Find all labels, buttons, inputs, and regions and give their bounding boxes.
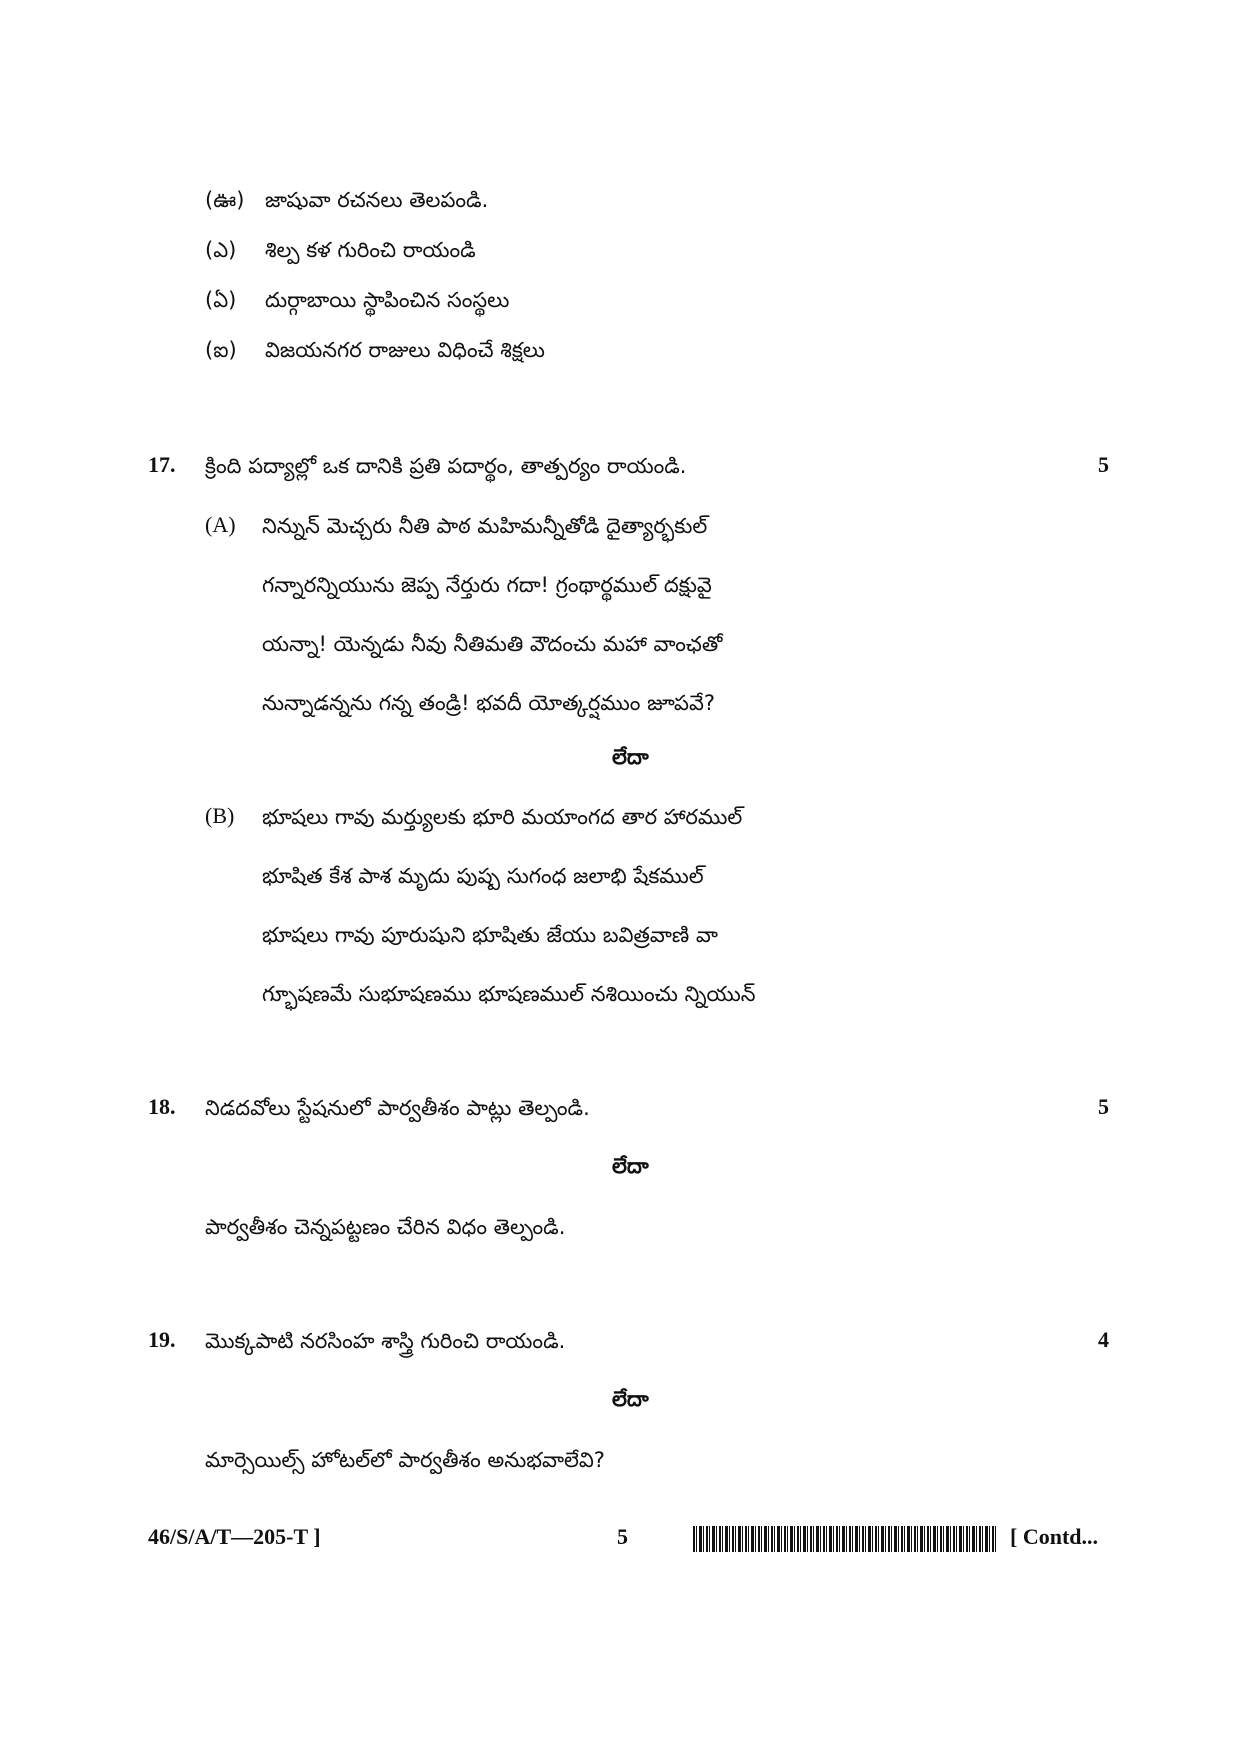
poem-line: భూషిత కేశ పాశ మృదు పుష్ప సుగంధ జలాభి షేకముల్ <box>262 864 704 888</box>
sub-item-label: (ఏ) <box>205 288 237 312</box>
alternate-question-text: మార్సెయిల్స్ హోటల్‌లో పార్వతీశం అనుభవాలేవి? <box>205 1448 605 1472</box>
sub-item-label: (ఎ) <box>205 238 237 262</box>
question-text: నిడదవోలు స్టేషనులో పార్వతీశం పాట్లు తెల్పండి. <box>205 1096 590 1120</box>
paper-code: 46/S/A/T—205-T ] <box>148 1524 321 1549</box>
or-label: లేదా <box>612 745 649 769</box>
poem-line: భూషలు గావు మర్త్యులకు భూరి మయాంగద తార హారముల్ <box>262 805 743 829</box>
question-number: 18. <box>148 1094 176 1119</box>
barcode-image <box>693 1526 998 1552</box>
poem-line: గన్నారన్నియును జెప్ప నేర్తురు గదా! గ్రంథార్థముల్ దక్షువై <box>262 573 712 597</box>
option-label-b: (B) <box>205 803 235 828</box>
poem-line: గ్భూషణమే సుభూషణము భూషణముల్ నశియించు న్నియున్ <box>262 982 756 1006</box>
sub-item-label: (ఐ) <box>205 338 237 362</box>
question-text: క్రింది పద్యాల్లో ఒక దానికి ప్రతి పదార్థం, తాత్పర్యం రాయండి. <box>205 454 687 478</box>
or-label: లేదా <box>612 1154 649 1178</box>
sub-item-text: దుర్గాబాయి స్థాపించిన సంస్థలు <box>265 288 510 312</box>
poem-line: యన్నా! యెన్నడు నీవు నీతిమతి వౌదంచు మహా వాంఛతో <box>262 632 723 656</box>
question-number: 19. <box>148 1327 176 1352</box>
question-marks: 5 <box>1098 1094 1109 1119</box>
poem-line: నున్నాడన్నను గన్న తండ్రి! భవదీ యోత్కర్షముం జూపవే? <box>262 691 716 715</box>
continued-label: [ Contd... <box>1010 1524 1099 1549</box>
question-text: మొక్కపాటి నరసింహ శాస్త్రి గురించి రాయండి. <box>205 1329 566 1353</box>
alternate-question-text: పార్వతీశం చెన్నపట్టణం చేరిన విధం తెల్పండి. <box>205 1215 566 1239</box>
sub-item-text: విజయనగర రాజులు విధించే శిక్షలు <box>265 338 545 362</box>
or-label: లేదా <box>612 1387 649 1411</box>
question-number: 17. <box>148 452 176 477</box>
poem-line: భూషలు గావు పూరుషుని భూషితు జేయు బవిత్రవాణి వా <box>262 923 718 947</box>
sub-item-text: జాషువా రచనలు తెలపండి. <box>265 188 489 212</box>
poem-line: నిన్నున్ మెచ్చరు నీతి పాఠ మహిమన్నీతోడి దైత్యార్భకుల్ <box>262 514 708 538</box>
sub-item-text: శిల్ప కళ గురించి రాయండి <box>265 238 476 262</box>
page-number: 5 <box>617 1524 628 1549</box>
question-marks: 5 <box>1098 452 1109 477</box>
sub-item-label: (ఊ) <box>205 188 245 212</box>
option-label-a: (A) <box>205 512 236 537</box>
question-marks: 4 <box>1098 1327 1109 1352</box>
